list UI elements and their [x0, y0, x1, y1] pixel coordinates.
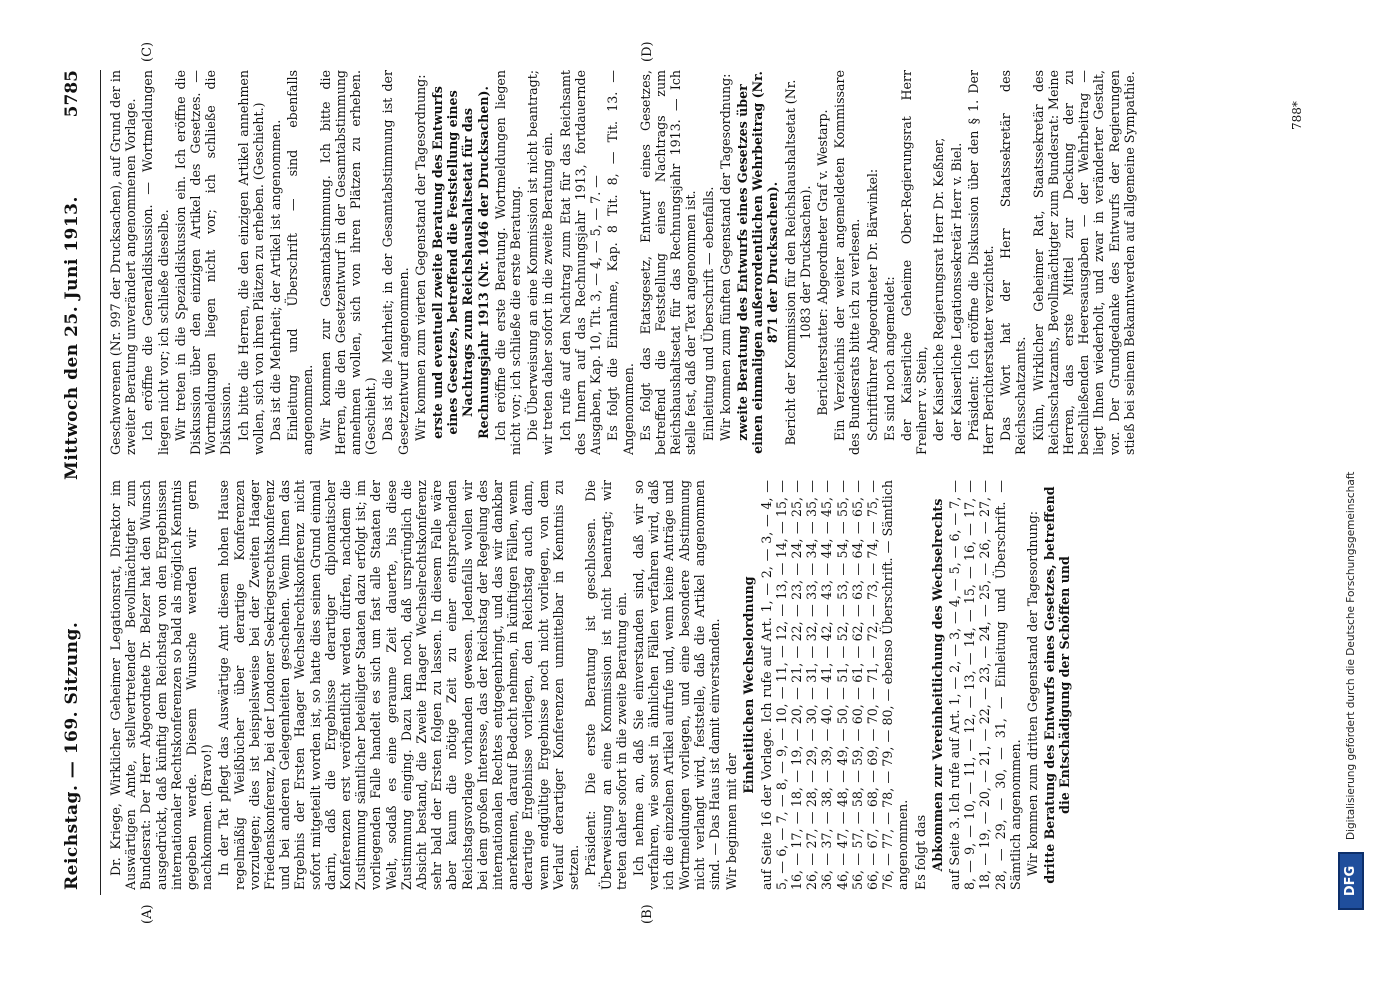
paragraph: Es folgt die Einnahme, Kap. 8 Tit. 8, — Tit. 13. — Angenommen. [605, 70, 636, 455]
paragraph: Präsident: Ich eröffne die Diskussion über den § 1. Der Herr Berichterstatter verzichtet. [965, 70, 996, 455]
paragraph: Das ist die Mehrheit; der Artikel ist angenommen. [268, 119, 284, 441]
paragraph: Geschworenen (Nr. 997 der Drucksachen), auf Grund der in zweiter Beratung unverändert angenommenen Vorlage. [108, 70, 139, 455]
paragraph: Wir treten in die Spezialdiskussion ein. Ich eröffne die Diskussion über den einzigen Artikel des Gesetzes. — Wortmeldungen liegen nicht vor; ich schließe die Diskussion. [172, 70, 234, 455]
paragraph: auf Seite 16 der Vorlage. Ich rufe auf Art. 1, — 2, — 3, — 4, — 5, — 6, — 7, — 8, — 9, — 10, — 11, — 12, — 13, — 14, — 15, — 16, — 17, — 18, — 19, — 20, — 21, — 22, — 23, — 24, — 25, — 26, — 27, — 28, — 29, — 30, — 31, — 32, — 33, — 34, — 35, — 36, — 37, — 38, — 39, — 40, — 41, — 42, — 43, — 44, — 45, — 46, — 47, — 48, — 49, — 50, — 51, — 52, — 53, — 54, — 55, — 56, — 57, — 58, — 59, — 60, — 61, — 62, — 63, — 64, — 65, — 66, — 67, — 68, — 69, — 70, — 71, — 72, — 73, — 74, — 75, — 76, — 77, — 78, — 79, — 80, — ebenso Überschrift. — Sämtlich angenommen. [758, 480, 911, 890]
paragraph: Einleitung und Überschrift — sind ebenfalls angenommen. [285, 70, 316, 455]
agenda-item: zweite Beratung des Entwurfs eines Gesetzes über einen einmaligen außerordentlichen Wehrbeitrag (Nr. 871 der Drucksachen). [734, 71, 781, 454]
paragraph: Es folgt das [912, 814, 928, 890]
header-session: Reichstag. — 169. Sitzung. [62, 621, 82, 890]
paragraph: In der Tat pflegt das Auswärtige Amt diesem hohen Hause regelmäßig Weißbücher über derartige Konferenzen vorzulegen; dies ist beispielsweise bei der Zweiten Haager Friedenskonferenz, bei der Londoner Seekriegsrechtskonferenz und bei anderen Gelegenheiten geschehen. Wenn Ihnen das Ergebnis der Ersten Haager Wechselrechtskonferenz nicht sofort mitgeteilt worden ist, so hatte dies seinen Grund einmal darin, daß die Ergebnisse derartiger diplomatischer Konferenzen erst veröffentlicht werden dürfen, nachdem die Zustimmung sämtlicher beteiligter Staaten dazu erfolgt ist; im vorliegenden Falle handelt es sich um fast alle Staaten der Welt, sodaß es eine geraume Zeit dauerte, bis diese Zustimmung einging. Dazu kam noch, daß ursprünglich die Absicht bestand, die Zweite Haager Wechselrechtskonferenz sehr bald der Ersten folgen zu lassen. In diesem Falle wäre aber kaum die nötige Zeit zu einer entsprechenden Reichstagsvorlage vorhanden gewesen. Jedenfalls wollen wir bei dem großen Interesse, das der Reichstag der Regelung des internationalen Rechtes entgegenbringt, und das wir dankbar anerkennen, darauf Bedacht nehmen, in künftigen Fällen, wenn derartige Ergebnisse vorliegen, den Reichstag auch dann, wenn endgültige Ergebnisse noch nicht vorliegen, von dem Verlauf derartiger Konferenzen unmittelbar in Kenntnis zu setzen. [216, 480, 582, 890]
left-column [108, 480, 1283, 890]
paragraph: Berichterstatter: Abgeordneter Graf v. Westarp. [814, 109, 830, 416]
agenda-item: dritte Beratung des Entwurfs eines Gesetzes, betreffend die Entschädigung der Schöffen und [1042, 486, 1073, 884]
paragraph: auf Seite 3. Ich rufe auf Art. 1, — 2, — 3, — 4, — 5, — 6, — 7, — 8, — 9, — 10, — 11, — 12, — 13, — 14, — 15, — 16, — 17, — 18, — 19, — 20, — 21, — 22, — 23, — 24, — 25, — 26, — 27, — 28, — 29, — 30, — 31, — Einleitung und Überschrift. — Sämtlich angenommen. [946, 480, 1023, 890]
right-column [108, 70, 1283, 455]
page-number: 5785 [62, 70, 82, 118]
margin-mark-d: (D) [640, 41, 655, 62]
margin-mark-a: (A) [140, 904, 155, 924]
list-item: der Kaiserliche Geheime Ober-Regierungsrat Herr Freiherr v. Stein, [898, 70, 930, 455]
paragraph: Wir kommen zum dritten Gegenstand der Tagesordnung: [1024, 510, 1040, 876]
paragraph: Kühn, Wirklicher Geheimer Rat, Staatssekretär des Reichsschatzamts, Bevollmächtigter zum Bundesrat: Meine Herren, das erste Mittel zur Deckung der zu beschließenden Heeresausgaben — der Wehrbeitrag — liegt Ihnen wiederholt, und zwar in veränderter Gestalt, vor. Der Grundgedanke des Entwurfs der Regierungen stieß bei seinem Bekanntwerden auf allgemeine Sympathie. [1030, 70, 1137, 455]
paragraph: Ich nehme an, daß Sie einverstanden sind, daß wir so verfahren, wie sonst in ähnlichen Fällen verfahren wird, daß ich die einzelnen Artikel aufrufe und, wenn keine Anträge und Wortmeldungen vorliegen, und eine besondere Abstimmung nicht verlangt wird, feststelle, daß die Artikel angenommen sind. — Das Haus ist damit einverstanden. [630, 480, 722, 890]
paragraph: Ein Verzeichnis der weiter angemeldeten Kommissare des Bundesrats bitte ich zu verlesen. [832, 70, 863, 455]
paragraph: Einleitung und Überschrift — ebenfalls. [700, 186, 716, 441]
paragraph: Wir kommen zum vierten Gegenstand der Tagesordnung: [412, 74, 428, 441]
paragraph: Das Wort hat der Herr Staatssekretär des Reichsschatzamts. [998, 70, 1029, 455]
paragraph: Es folgt das Etatsgesetz, Entwurf eines Gesetzes, betreffend die Feststellung eines Nachtrags zum Reichshaushaltsetat für das Rechnungsjahr 1913. — Ich stelle fest, daß der Text angenommen ist. [637, 70, 699, 455]
paragraph: Ich eröffne die Generaldiskussion. — Wortmeldungen liegen nicht vor; ich schließe dieselbe. [140, 70, 171, 455]
agenda-item: erste und eventuell zweite Beratung des Entwurfs eines Gesetzes, betreffend die Feststellung eines Nachtrags zum Reichshaushaltsetat für das Rechnungsjahr 1913 (Nr. 1046 der Drucksachen). [430, 86, 491, 439]
list-item: der Kaiserliche Legationssekretär Herr v. Biel. [948, 142, 964, 441]
section-heading: Abkommen zur Vereinheitlichung des Wechselrechts [929, 498, 945, 872]
footer-signature-code: 788* [1290, 101, 1304, 130]
paragraph: Wir beginnen mit der [724, 753, 740, 890]
paragraph: Wir kommen zum fünften Gegenstand der Tagesordnung: [717, 73, 733, 441]
header-date: Mittwoch den 25. Juni 1913. [62, 196, 82, 480]
paragraph: Schriftführer Abgeordneter Dr. Bärwinkel: [864, 168, 880, 441]
margin-mark-c: (C) [140, 41, 155, 62]
dfg-logo: DFG [1338, 852, 1364, 910]
paragraph: Bericht der Kommission für den Reichshaushaltsetat (Nr. 1083 der Drucksachen). [782, 79, 813, 446]
section-heading: Einheitlichen Wechselordnung [741, 576, 757, 794]
paragraph: Dr. Kriege, Wirklicher Geheimer Legationsrat, Direktor im Auswärtigen Amte, stellvertretender Bevollmächtigter zum Bundesrat: Der Herr Abgeordnete Dr. Belzer hat den Wunsch ausgedrückt, daß künftig dem Reichstag von den Ergebnissen internationaler Rechtskonferenzen so bald als möglich Kenntnis gegeben werde. Diesem Wunsche werden wir gern nachkommen. (Bravo!) [108, 480, 215, 890]
paragraph: Präsident: Die erste Beratung ist geschlossen. Die Überweisung an eine Kommission ist nicht beantragt; wir treten daher sofort in die zweite Beratung ein. [583, 480, 629, 890]
paragraph: Wir kommen zur Gesamtabstimmung. Ich bitte die Herren, die den Gesetzentwurf in der Gesamtabstimmung annehmen wollen, sich von ihren Plätzen zu erheben. (Geschieht.) [317, 70, 379, 455]
digitization-note: Digitalisierung gefördert durch die Deutsche Forschungsgemeinschaft [1345, 471, 1357, 840]
paragraph: Ich bitte die Herren, die den einzigen Artikel annehmen wollen, sich von ihren Plätzen zu erheben. (Geschieht.) [235, 70, 266, 455]
paragraph: Das ist die Mehrheit; in der Gesamtabstimmung ist der Gesetzentwurf angenommen. [380, 70, 411, 455]
paragraph: Die Überweisung an eine Kommission ist nicht beantragt; wir treten daher sofort in die zweite Beratung ein. [525, 70, 556, 455]
margin-mark-b: (B) [640, 904, 655, 924]
paragraph: Ich eröffne die erste Beratung. Wortmeldungen liegen nicht vor; ich schließe die erste Beratung. [492, 70, 524, 455]
list-item: der Kaiserliche Regierungsrat Herr Dr. Keßner, [931, 137, 947, 441]
paragraph: Es sind noch angemeldet: [881, 276, 897, 441]
header-rule [100, 70, 101, 895]
paragraph: Ich rufe auf den Nachtrag zum Etat für das Reichsamt des Innern auf das Rechnungsjahr 1913, fortdauernde Ausgaben, Kap. 10, Tit. 3, — 4, — 5, — 7. — [557, 70, 604, 455]
